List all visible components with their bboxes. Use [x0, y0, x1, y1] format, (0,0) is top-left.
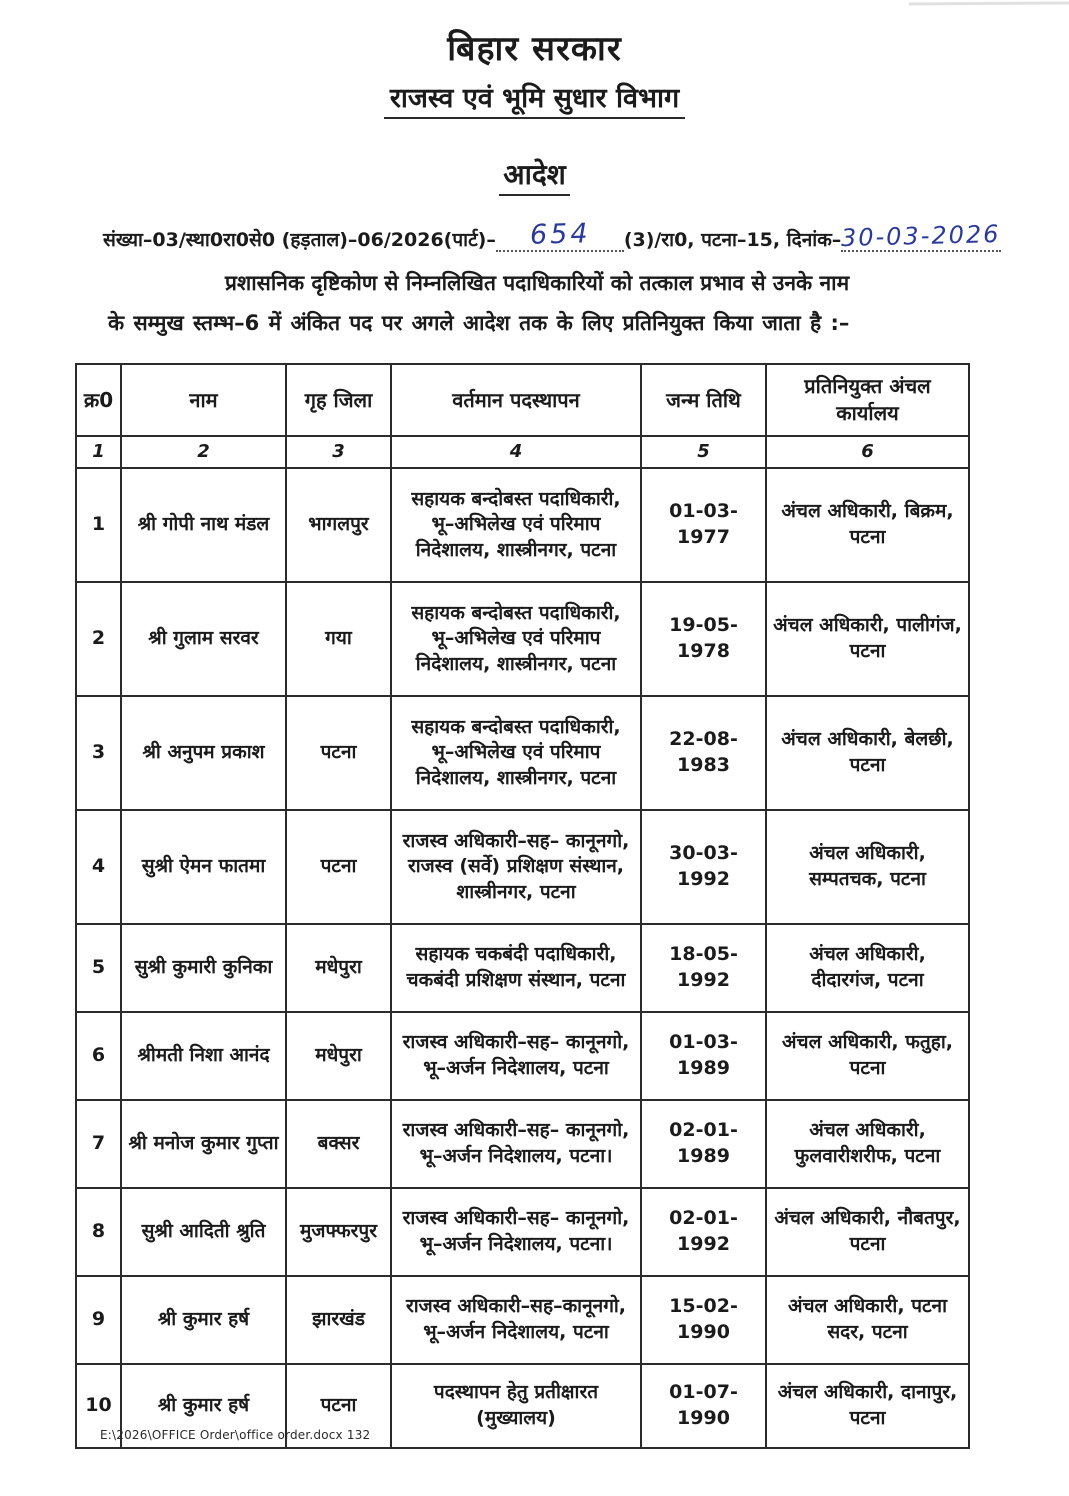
cell-home-district: भागलपुर: [286, 468, 391, 582]
cell-deputed-office: अंचल अधिकारी, बेलछी, पटना: [766, 696, 969, 810]
col-header-name: नाम: [121, 364, 286, 436]
cell-dob: 02-01-1992: [641, 1188, 766, 1276]
cell-name: सुश्री कुमारी कुनिका: [121, 924, 286, 1012]
column-number: 1: [76, 436, 121, 468]
cell-deputed-office: अंचल अधिकारी, सम्पतचक, पटना: [766, 810, 969, 924]
department-title: [0, 78, 1069, 115]
cell-home-district: मधेपुरा: [286, 1012, 391, 1100]
cell-sno: 6: [76, 1012, 121, 1100]
letter-number-dotted-line: [496, 218, 624, 252]
cell-deputed-office: अंचल अधिकारी, दानापुर, पटना: [766, 1364, 969, 1448]
cell-name: सुश्री ऐमन फातमा: [121, 810, 286, 924]
cell-deputed-office: अंचल अधिकारी, बिक्रम, पटना: [766, 468, 969, 582]
cell-dob: 01-07-1990: [641, 1364, 766, 1448]
handwritten-letter-number: 654: [529, 218, 591, 251]
table-row: [76, 1012, 969, 1100]
table-row: [76, 696, 969, 810]
table-row: [76, 582, 969, 696]
col-header-dob: जन्म तिथि: [641, 364, 766, 436]
cell-name: श्रीमती निशा आनंद: [121, 1012, 286, 1100]
cell-dob: 15-02-1990: [641, 1276, 766, 1364]
col-header-home-district: गृह जिला: [286, 364, 391, 436]
cell-current-posting: सहायक चकबंदी पदाधिकारी, चकबंदी प्रशिक्षण संस्थान, पटना: [391, 924, 641, 1012]
col-header-deputed-office: प्रतिनियुक्त अंचल कार्यालय: [766, 364, 969, 436]
cell-deputed-office: अंचल अधिकारी, दीदारगंज, पटना: [766, 924, 969, 1012]
cell-current-posting: राजस्व अधिकारी–सह– कानूनगो, भू–अर्जन निदेशालय, पटना।: [391, 1100, 641, 1188]
cell-sno: 1: [76, 468, 121, 582]
reference-middle: (3)/रा0, पटना–15, दिनांक–: [623, 229, 842, 251]
cell-current-posting: राजस्व अधिकारी–सह– कानूनगो, भू–अर्जन निदेशालय, पटना: [391, 1012, 641, 1100]
column-number: 2: [121, 436, 286, 468]
column-number: 6: [766, 436, 969, 468]
cell-name: श्री कुमार हर्ष: [121, 1276, 286, 1364]
cell-name: सुश्री आदिती श्रुति: [121, 1188, 286, 1276]
cell-current-posting: सहायक बन्दोबस्त पदाधिकारी, भू–अभिलेख एवं परिमाप निदेशालय, शास्त्रीनगर, पटना: [391, 468, 641, 582]
cell-deputed-office: अंचल अधिकारी, पालीगंज, पटना: [766, 582, 969, 696]
table-row: [76, 1276, 969, 1364]
cell-dob: 19-05-1978: [641, 582, 766, 696]
cell-sno: 3: [76, 696, 121, 810]
table-row: [76, 1188, 969, 1276]
cell-sno: 2: [76, 582, 121, 696]
cell-sno: 9: [76, 1276, 121, 1364]
cell-home-district: बक्सर: [286, 1100, 391, 1188]
cell-name: श्री मनोज कुमार गुप्ता: [121, 1100, 286, 1188]
order-heading: [0, 155, 1069, 193]
intro-line-1: प्रशासनिक दृष्टिकोण से निम्नलिखित पदाधिकारियों को तत्काल प्रभाव से उनके नाम: [225, 271, 850, 295]
order-heading-text: आदेश: [499, 158, 570, 196]
cell-home-district: पटना: [286, 696, 391, 810]
table-row: [76, 810, 969, 924]
cell-deputed-office: अंचल अधिकारी, फतुहा, पटना: [766, 1012, 969, 1100]
cell-deputed-office: अंचल अधिकारी, फुलवारीशरीफ, पटना: [766, 1100, 969, 1188]
reference-line: [103, 218, 1049, 253]
col-header-sno: क्र0: [76, 364, 121, 436]
table-row: [76, 924, 969, 1012]
cell-sno: 5: [76, 924, 121, 1012]
reference-prefix: संख्या–03/स्था0रा0से0 (हड़ताल)–06/2026(पार्ट)–: [103, 229, 496, 251]
cell-home-district: पटना: [286, 1364, 391, 1448]
cell-name: श्री कुमार हर्ष: [121, 1364, 286, 1448]
intro-paragraph: [0, 268, 1069, 339]
cell-name: श्री गुलाम सरवर: [121, 582, 286, 696]
col-header-current-posting: वर्तमान पदस्थापन: [391, 364, 641, 436]
table-header-row: [76, 364, 969, 436]
cell-dob: 18-05-1992: [641, 924, 766, 1012]
cell-deputed-office: अंचल अधिकारी, पटना सदर, पटना: [766, 1276, 969, 1364]
cell-name: श्री गोपी नाथ मंडल: [121, 468, 286, 582]
cell-current-posting: राजस्व अधिकारी–सह– कानूनगो, राजस्व (सर्वे) प्रशिक्षण संस्थान, शास्त्रीनगर, पटना: [391, 810, 641, 924]
cell-sno: 4: [76, 810, 121, 924]
cell-current-posting: राजस्व अधिकारी–सह–कानूनगो, भू–अर्जन निदेशालय, पटना: [391, 1276, 641, 1364]
cell-home-district: गया: [286, 582, 391, 696]
cell-sno: 7: [76, 1100, 121, 1188]
file-path-footer: E:\2026\OFFICE Order\office order.docx 132: [100, 1428, 371, 1442]
cell-dob: 22-08-1983: [641, 696, 766, 810]
cell-home-district: मधेपुरा: [286, 924, 391, 1012]
table-body: [76, 468, 969, 1448]
page-title: बिहार सरकार: [447, 29, 622, 69]
cell-sno: 8: [76, 1188, 121, 1276]
cell-dob: 01-03-1989: [641, 1012, 766, 1100]
cell-dob: 01-03-1977: [641, 468, 766, 582]
cell-current-posting: पदस्थापन हेतु प्रतीक्षारत (मुख्यालय): [391, 1364, 641, 1448]
handwritten-date: 30-03-2026: [840, 219, 1002, 253]
cell-current-posting: सहायक बन्दोबस्त पदाधिकारी, भू–अभिलेख एवं परिमाप निदेशालय, शास्त्रीनगर, पटना: [391, 582, 641, 696]
cell-dob: 02-01-1989: [641, 1100, 766, 1188]
column-number: 5: [641, 436, 766, 468]
column-number-row: [76, 436, 969, 468]
cell-home-district: पटना: [286, 810, 391, 924]
deputation-table: [75, 363, 970, 1449]
cell-current-posting: राजस्व अधिकारी–सह– कानूनगो, भू–अर्जन निदेशालय, पटना।: [391, 1188, 641, 1276]
table-row: [76, 468, 969, 582]
table-header: [76, 364, 969, 468]
intro-line-2: के सम्मुख स्तम्भ–6 में अंकित पद पर अगले आदेश तक के लिए प्रतिनियुक्त किया जाता है :–: [108, 310, 850, 335]
table-row: [76, 1100, 969, 1188]
cell-sno: 10: [76, 1364, 121, 1448]
cell-deputed-office: अंचल अधिकारी, नौबतपुर, पटना: [766, 1188, 969, 1276]
cell-dob: 30-03-1992: [641, 810, 766, 924]
column-number: 3: [286, 436, 391, 468]
cell-current-posting: सहायक बन्दोबस्त पदाधिकारी, भू–अभिलेख एवं परिमाप निदेशालय, शास्त्रीनगर, पटना: [391, 696, 641, 810]
cell-home-district: मुजफ्फरपुर: [286, 1188, 391, 1276]
cell-name: श्री अनुपम प्रकाश: [121, 696, 286, 810]
column-number: 4: [391, 436, 641, 468]
cell-home-district: झारखंड: [286, 1276, 391, 1364]
department-title-text: राजस्व एवं भूमि सुधार विभाग: [384, 83, 685, 119]
date-dotted-line: [840, 219, 1002, 253]
